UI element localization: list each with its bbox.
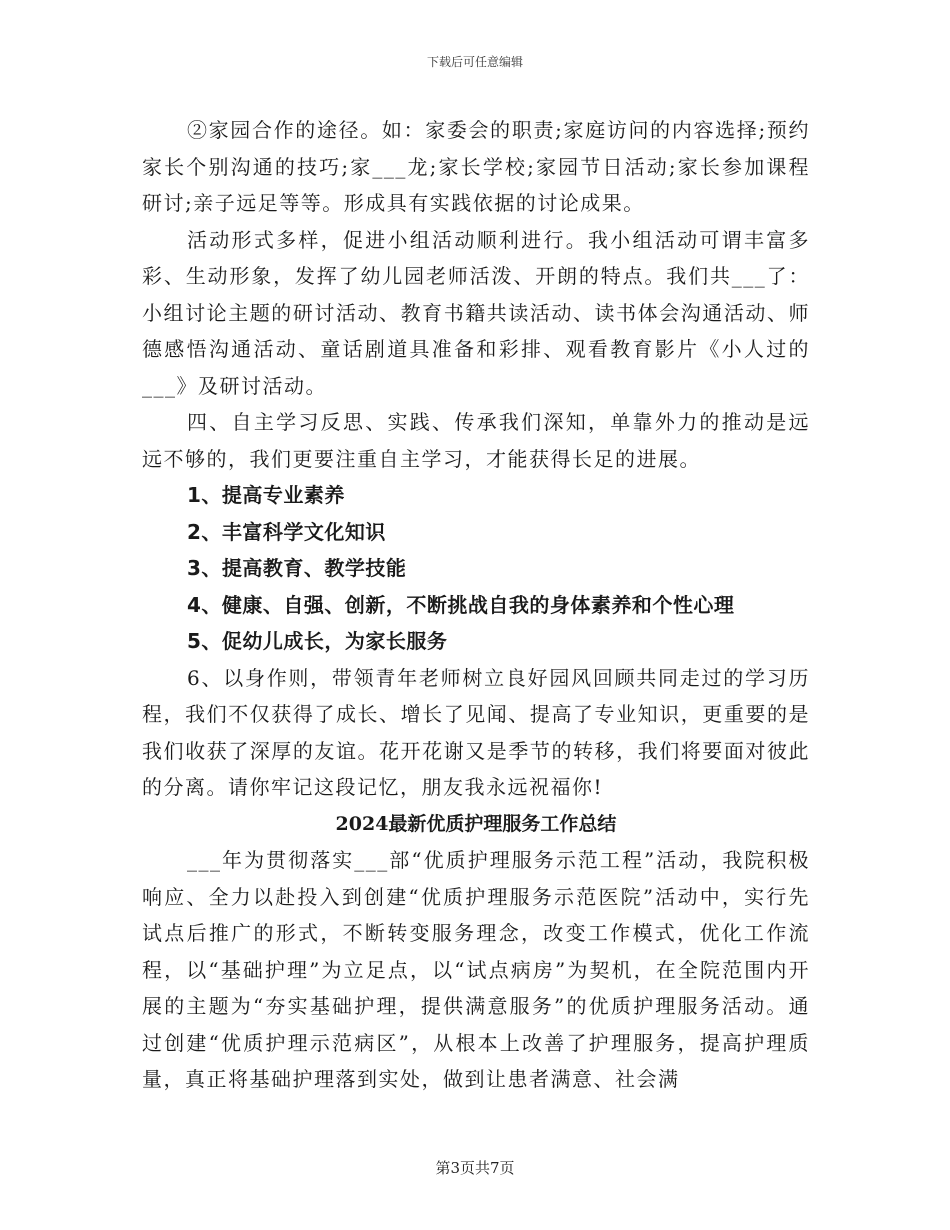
document-body: [142, 112, 810, 1098]
list-item: 5、促幼儿成长，为家长服务: [187, 629, 448, 653]
paragraph: 活动形式多样，促进小组活动顺利进行。我小组活动可谓丰富多彩、生动形象，发挥了幼儿园老师活泼、开朗的特点。我们共___了：小组讨论主题的研讨活动、教育书籍共读活动、读书体会沟通活动、师德感悟沟通活动、童话剧道具准备和彩排、观看教育影片《小人过的___》及研讨活动。: [142, 227, 810, 398]
list-item: 1、提高专业素养: [187, 483, 345, 507]
list-item: 2、丰富科学文化知识: [187, 519, 386, 544]
paragraph: 四、自主学习反思、实践、传承我们深知，单靠外力的推动是远远不够的，我们更要注重自主学习，才能获得长足的进展。: [142, 410, 810, 471]
paragraph: 6、以身作则，带领青年老师树立良好园风回顾共同走过的学习历程，我们不仅获得了成长、增长了见闻、提高了专业知识，更重要的是我们收获了深厚的友谊。花开花谢又是季节的转移，我们将要面对彼此的分离。请你牢记这段记忆，朋友我永远祝福你!: [142, 665, 810, 799]
list-item: 3、提高教育、教学技能: [187, 556, 407, 580]
list-item: 4、健康、自强、创新，不断挑战自我的身体素养和个性心理: [187, 592, 735, 617]
paragraph: ②家园合作的途径。如：家委会的职责;家庭访问的内容选择;预约家长个别沟通的技巧;家___龙;家长学校;家园节日活动;家长参加课程研讨;亲子远足等等。形成具有实践依据的讨论成果。: [142, 118, 810, 215]
paragraph: ___年为贯彻落实___部“优质护理服务示范工程”活动，我院积极响应、全力以赴投入到创建“优质护理服务示范医院”活动中，实行先试点后推广的形式，不断转变服务理念，改变工作模式，优化工作流程，以“基础护理”为立足点，以“试点病房”为契机，在全院范围内开展的主题为“夯实基础护理，提供满意服务”的优质护理服务活动。通过创建“优质护理示范病区”，从根本上改善了护理服务，提高护理质量，真正将基础护理落到实处，做到让患者满意、社会满: [142, 848, 810, 1091]
header-note: 下载后可任意编辑: [426, 55, 523, 69]
section-title: 2024最新优质护理服务工作总结: [335, 812, 617, 835]
page-number: 第3页共7页: [435, 1159, 515, 1177]
